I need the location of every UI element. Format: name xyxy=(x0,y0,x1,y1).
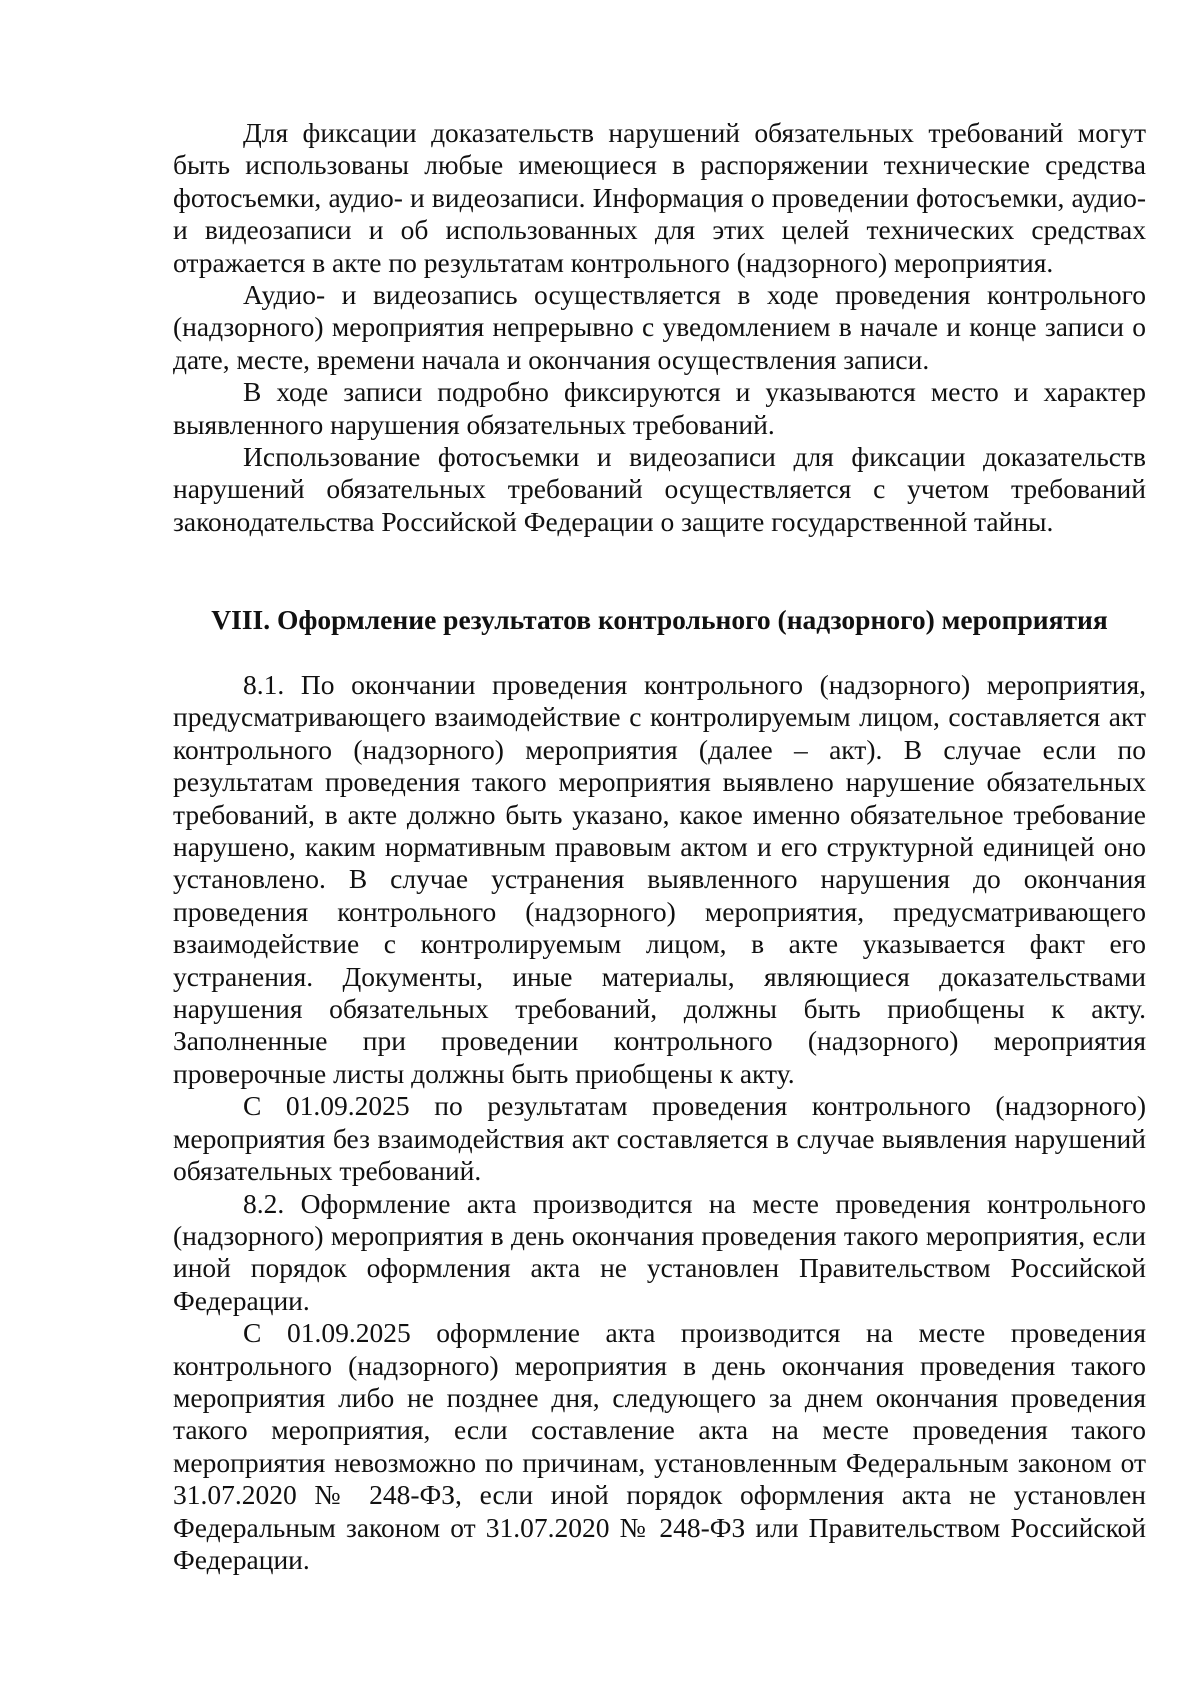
paragraph: В ходе записи подробно фиксируются и указываются место и характер выявленного нарушения обязательных требований. xyxy=(173,376,1146,440)
paragraph: С 01.09.2025 оформление акта производится на месте проведения контрольного (надзорного) мероприятия в день окончания проведения такого мероприятия либо не позднее дня, следующего за днем окончания проведения такого мероприятия, если составление акта на месте проведения такого мероприятия невозможно по причинам, установленным Федеральным законом от 31.07.2020 № 248-ФЗ, если иной порядок оформления акта не установлен Федеральным законом от 31.07.2020 № 248-ФЗ или Правительством Российской Федерации. xyxy=(173,1317,1146,1575)
text-section-results xyxy=(173,669,1146,1576)
paragraph: Аудио- и видеозапись осуществляется в ходе проведения контрольного (надзорного) мероприятия непрерывно с уведомлением в начале и конце записи о дате, месте, времени начала и окончания осуществления записи. xyxy=(173,279,1146,375)
paragraph: 8.1. По окончании проведения контрольного (надзорного) мероприятия, предусматривающего взаимодействие с контролируемым лицом, составляется акт контрольного (надзорного) мероприятия (далее – акт). В случае если по результатам проведения такого мероприятия выявлено нарушение обязательных требований, в акте должно быть указано, какое именно обязательное требование нарушено, каким нормативным правовым актом и его структурной единицей оно установлено. В случае устранения выявленного нарушения до окончания проведения контрольного (надзорного) мероприятия, предусматривающего взаимодействие с контролируемым лицом, в акте указывается факт его устранения. Документы, иные материалы, являющиеся доказательствами нарушения обязательных требований, должны быть приобщены к акту. Заполненные при проведении контрольного (надзорного) мероприятия проверочные листы должны быть приобщены к акту. xyxy=(173,669,1146,1089)
paragraph: С 01.09.2025 по результатам проведения контрольного (надзорного) мероприятия без взаимодействия акт составляется в случае выявления нарушений обязательных требований. xyxy=(173,1090,1146,1187)
section-heading: VIII. Оформление результатов контрольного (надзорного) мероприятия xyxy=(211,604,1108,635)
paragraph: Использование фотосъемки и видеозаписи для фиксации доказательств нарушений обязательных требований осуществляется с учетом требований законодательства Российской Федерации о защите государственной тайны. xyxy=(173,441,1146,537)
paragraph: Для фиксации доказательств нарушений обязательных требований могут быть использованы любые имеющиеся в распоряжении технические средства фотосъемки, аудио- и видеозаписи. Информация о проведении фотосъемки, аудио- и видеозаписи и об использованных для этих целей технических средствах отражается в акте по результатам контрольного (надзорного) мероприятия. xyxy=(173,117,1146,278)
paragraph: 8.2. Оформление акта производится на месте проведения контрольного (надзорного) мероприятия в день окончания проведения такого мероприятия, если иной порядок оформления акта не установлен Правительством Российской Федерации. xyxy=(173,1187,1146,1316)
text-section-evidence xyxy=(173,117,1146,538)
